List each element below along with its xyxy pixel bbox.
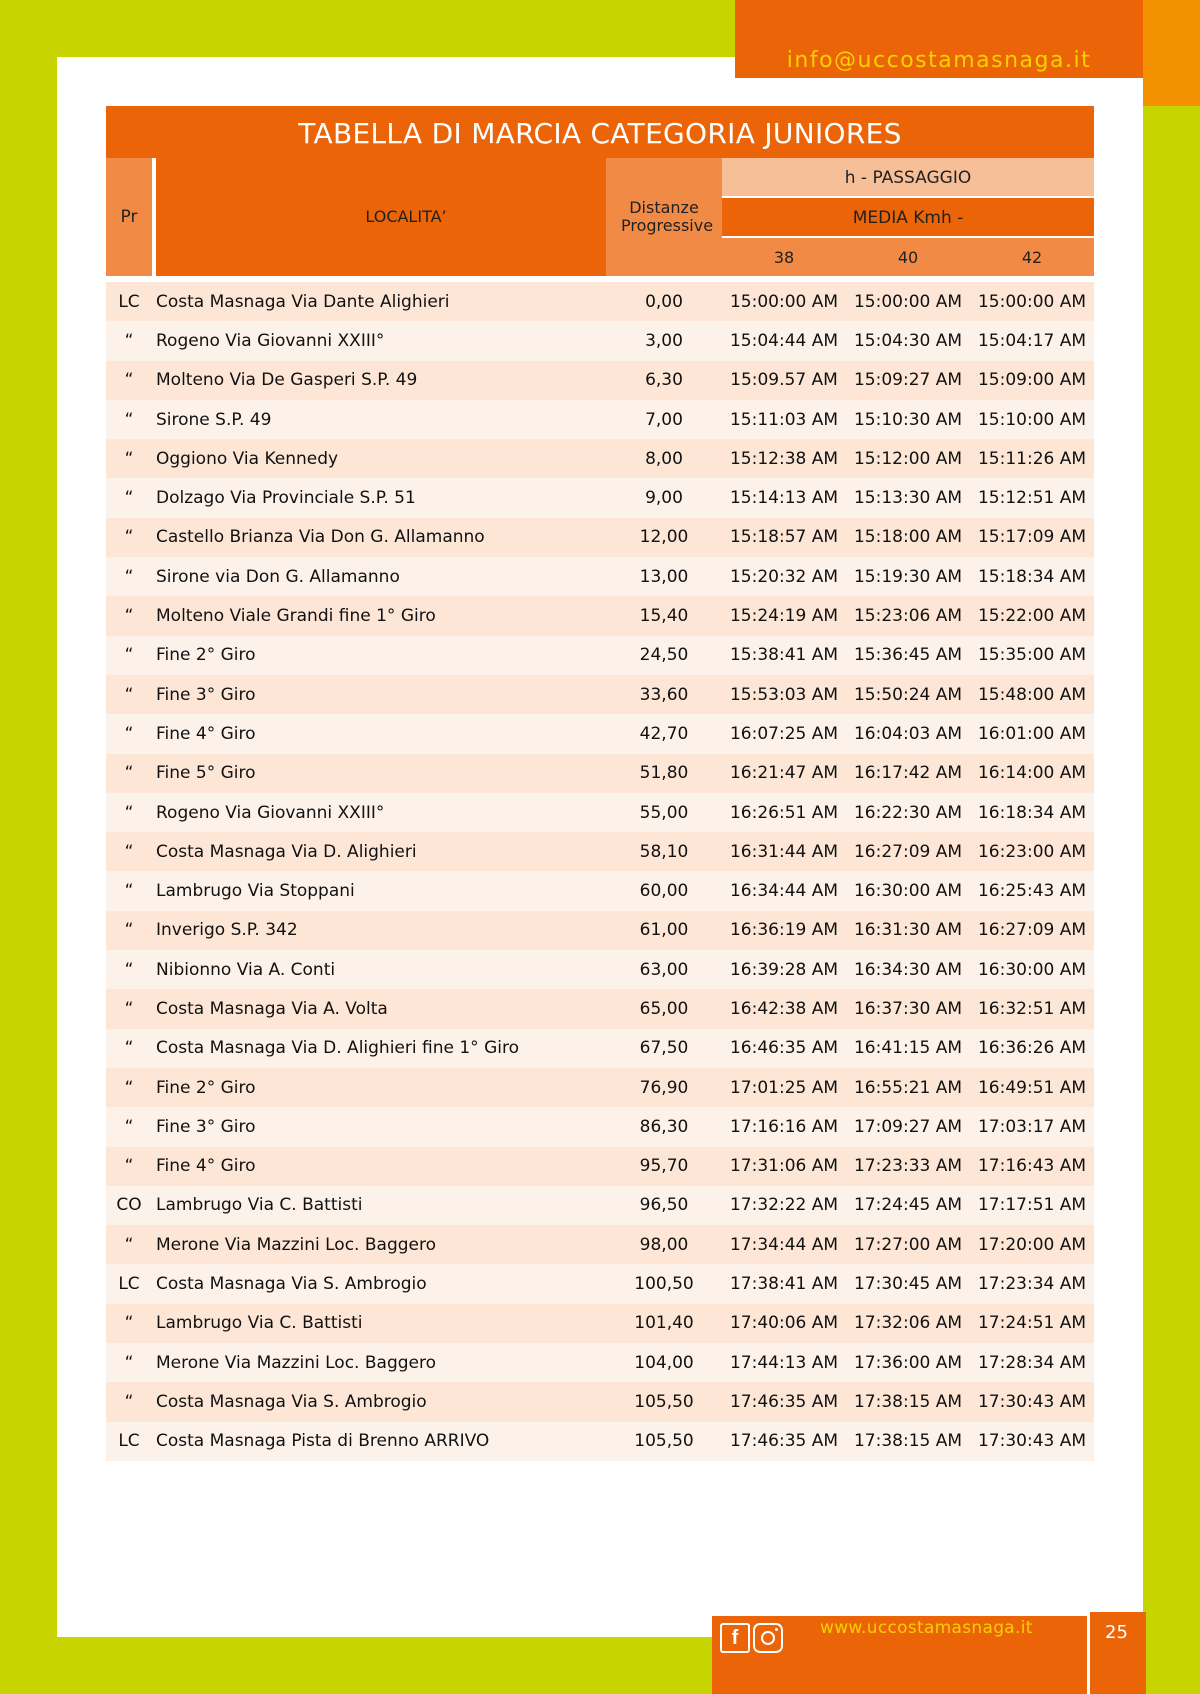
cell-distanza: 86,30 bbox=[639, 1116, 689, 1137]
cell-time-42: 17:20:00 AM bbox=[977, 1234, 1087, 1255]
cell-localita: Dolzago Via Provinciale S.P. 51 bbox=[156, 488, 416, 509]
cell-distanza: 24,50 bbox=[639, 645, 689, 666]
cell-time-40: 16:22:30 AM bbox=[853, 802, 963, 823]
cell-distanza: 95,70 bbox=[639, 1156, 689, 1177]
cell-time-42: 17:30:43 AM bbox=[977, 1431, 1087, 1452]
cell-time-42: 15:10:00 AM bbox=[977, 409, 1087, 430]
cell-time-40: 16:04:03 AM bbox=[853, 723, 963, 744]
cell-distanza: 8,00 bbox=[645, 448, 683, 469]
col-header-distanze-text: Distanze Progressive bbox=[621, 198, 714, 235]
cell-time-42: 17:24:51 AM bbox=[977, 1313, 1087, 1334]
cell-pr: “ bbox=[124, 841, 134, 862]
cell-time-40: 15:50:24 AM bbox=[853, 684, 963, 705]
cell-time-38: 17:44:13 AM bbox=[729, 1352, 839, 1373]
cell-localita: Nibionno Via A. Conti bbox=[156, 959, 336, 980]
cell-time-42: 16:01:00 AM bbox=[977, 723, 1087, 744]
table-body bbox=[106, 282, 1094, 1461]
cell-time-40: 15:36:45 AM bbox=[853, 645, 963, 666]
cell-localita: Costa Masnaga Via D. Alighieri bbox=[156, 841, 417, 862]
cell-time-38: 15:00:00 AM bbox=[729, 291, 839, 312]
cell-localita: Fine 2° Giro bbox=[156, 1077, 256, 1098]
header-accent bbox=[1143, 0, 1200, 106]
table-row bbox=[106, 1343, 1094, 1382]
cell-time-42: 17:03:17 AM bbox=[977, 1116, 1087, 1137]
cell-time-42: 15:09:00 AM bbox=[977, 370, 1087, 391]
cell-time-40: 17:23:33 AM bbox=[853, 1156, 963, 1177]
cell-pr: “ bbox=[124, 1234, 134, 1255]
cell-time-40: 15:00:00 AM bbox=[853, 291, 963, 312]
cell-localita: Costa Masnaga Via S. Ambrogio bbox=[156, 1391, 427, 1412]
cell-distanza: 51,80 bbox=[639, 763, 689, 784]
cell-time-40: 16:31:30 AM bbox=[853, 920, 963, 941]
table-row bbox=[106, 989, 1094, 1028]
cell-time-40: 17:30:45 AM bbox=[853, 1274, 963, 1295]
cell-time-38: 15:18:57 AM bbox=[729, 527, 839, 548]
cell-pr: “ bbox=[124, 763, 134, 784]
cell-pr: “ bbox=[124, 684, 134, 705]
cell-time-42: 17:17:51 AM bbox=[977, 1195, 1087, 1216]
cell-time-42: 16:23:00 AM bbox=[977, 841, 1087, 862]
table-row bbox=[106, 1225, 1094, 1264]
footer-website[interactable]: www.uccostamasnaga.it bbox=[820, 1618, 1033, 1638]
cell-time-38: 16:26:51 AM bbox=[729, 802, 839, 823]
col-header-media: MEDIA Kmh - bbox=[722, 198, 1094, 236]
schedule-table bbox=[106, 106, 1094, 1461]
cell-pr: “ bbox=[124, 1116, 134, 1137]
cell-time-40: 15:04:30 AM bbox=[853, 330, 963, 351]
table-row bbox=[106, 1107, 1094, 1146]
table-row bbox=[106, 557, 1094, 596]
cell-time-38: 15:53:03 AM bbox=[729, 684, 839, 705]
cell-time-42: 16:14:00 AM bbox=[977, 763, 1087, 784]
table-row bbox=[106, 950, 1094, 989]
cell-distanza: 0,00 bbox=[645, 291, 683, 312]
cell-distanza: 42,70 bbox=[639, 723, 689, 744]
cell-time-38: 16:46:35 AM bbox=[729, 1038, 839, 1059]
cell-time-40: 17:09:27 AM bbox=[853, 1116, 963, 1137]
cell-distanza: 7,00 bbox=[645, 409, 683, 430]
cell-distanza: 63,00 bbox=[639, 959, 689, 980]
cell-time-38: 15:09.57 AM bbox=[730, 370, 838, 391]
cell-distanza: 60,00 bbox=[639, 881, 689, 902]
cell-time-42: 15:04:17 AM bbox=[977, 330, 1087, 351]
table-row bbox=[106, 518, 1094, 557]
cell-time-40: 17:38:15 AM bbox=[853, 1431, 963, 1452]
speed-header-40: 40 bbox=[897, 248, 919, 267]
cell-distanza: 13,00 bbox=[639, 566, 689, 587]
cell-time-40: 15:23:06 AM bbox=[853, 606, 963, 627]
cell-distanza: 67,50 bbox=[639, 1038, 689, 1059]
cell-pr: “ bbox=[124, 998, 134, 1019]
cell-localita: Molteno Via De Gasperi S.P. 49 bbox=[156, 370, 418, 391]
table-row bbox=[106, 793, 1094, 832]
table-row bbox=[106, 1029, 1094, 1068]
cell-distanza: 12,00 bbox=[639, 527, 689, 548]
cell-pr: “ bbox=[124, 409, 134, 430]
cell-time-38: 15:24:19 AM bbox=[729, 606, 839, 627]
cell-time-40: 17:24:45 AM bbox=[853, 1195, 963, 1216]
cell-time-38: 15:20:32 AM bbox=[729, 566, 839, 587]
cell-time-40: 15:10:30 AM bbox=[853, 409, 963, 430]
cell-time-42: 15:35:00 AM bbox=[977, 645, 1087, 666]
cell-time-38: 15:04:44 AM bbox=[729, 330, 839, 351]
table-row bbox=[106, 361, 1094, 400]
cell-localita: Costa Masnaga Via D. Alighieri fine 1° Giro bbox=[156, 1038, 519, 1059]
cell-localita: Fine 5° Giro bbox=[156, 763, 256, 784]
cell-time-38: 15:14:13 AM bbox=[729, 488, 839, 509]
cell-time-38: 16:31:44 AM bbox=[729, 841, 839, 862]
cell-time-38: 15:12:38 AM bbox=[729, 448, 839, 469]
cell-time-42: 16:32:51 AM bbox=[977, 998, 1087, 1019]
col-header-distanze bbox=[606, 158, 722, 276]
table-header bbox=[106, 158, 1094, 276]
cell-distanza: 55,00 bbox=[639, 802, 689, 823]
cell-time-38: 16:21:47 AM bbox=[729, 763, 839, 784]
speed-header-42: 42 bbox=[1021, 248, 1043, 267]
cell-localita: Lambrugo Via C. Battisti bbox=[156, 1313, 363, 1334]
cell-pr: “ bbox=[124, 1077, 134, 1098]
cell-localita: Fine 3° Giro bbox=[156, 684, 256, 705]
table-row bbox=[106, 871, 1094, 910]
cell-pr: “ bbox=[124, 1313, 134, 1334]
table-row bbox=[106, 714, 1094, 753]
cell-time-40: 17:38:15 AM bbox=[853, 1391, 963, 1412]
cell-time-38: 17:32:22 AM bbox=[729, 1195, 839, 1216]
cell-distanza: 15,40 bbox=[639, 606, 689, 627]
header-email[interactable]: info@uccostamasnaga.it bbox=[786, 48, 1092, 73]
cell-time-40: 15:19:30 AM bbox=[853, 566, 963, 587]
cell-time-40: 15:12:00 AM bbox=[853, 448, 963, 469]
cell-pr: “ bbox=[124, 448, 134, 469]
cell-localita: Merone Via Mazzini Loc. Baggero bbox=[156, 1234, 437, 1255]
cell-localita: Costa Masnaga Via A. Volta bbox=[156, 998, 388, 1019]
cell-time-42: 15:11:26 AM bbox=[977, 448, 1087, 469]
cell-time-42: 17:23:34 AM bbox=[977, 1274, 1087, 1295]
cell-pr: LC bbox=[118, 1274, 140, 1295]
cell-pr: LC bbox=[118, 291, 140, 312]
cell-pr: “ bbox=[124, 920, 134, 941]
cell-distanza: 96,50 bbox=[639, 1195, 689, 1216]
cell-distanza: 9,00 bbox=[645, 488, 683, 509]
cell-distanza: 98,00 bbox=[639, 1234, 689, 1255]
cell-time-42: 16:18:34 AM bbox=[977, 802, 1087, 823]
cell-time-42: 15:17:09 AM bbox=[977, 527, 1087, 548]
cell-time-38: 15:11:03 AM bbox=[729, 409, 839, 430]
instagram-icon[interactable] bbox=[753, 1623, 783, 1653]
table-row bbox=[106, 1068, 1094, 1107]
cell-time-42: 15:00:00 AM bbox=[977, 291, 1087, 312]
cell-localita: Fine 2° Giro bbox=[156, 645, 256, 666]
table-row bbox=[106, 1186, 1094, 1225]
cell-pr: “ bbox=[124, 802, 134, 823]
table-row bbox=[106, 1382, 1094, 1421]
table-row bbox=[106, 1264, 1094, 1303]
cell-time-42: 15:48:00 AM bbox=[977, 684, 1087, 705]
speed-header-38: 38 bbox=[773, 248, 795, 267]
cell-time-38: 15:38:41 AM bbox=[729, 645, 839, 666]
cell-pr: “ bbox=[124, 959, 134, 980]
cell-time-40: 16:37:30 AM bbox=[853, 998, 963, 1019]
cell-distanza: 3,00 bbox=[645, 330, 683, 351]
cell-localita: Sirone S.P. 49 bbox=[156, 409, 272, 430]
cell-localita: Costa Masnaga Pista di Brenno ARRIVO bbox=[156, 1431, 490, 1452]
cell-pr: CO bbox=[116, 1195, 142, 1216]
cell-pr: “ bbox=[124, 645, 134, 666]
cell-time-38: 17:46:35 AM bbox=[729, 1431, 839, 1452]
cell-pr: “ bbox=[124, 1352, 134, 1373]
table-row bbox=[106, 1304, 1094, 1343]
cell-localita: Castello Brianza Via Don G. Allamanno bbox=[156, 527, 485, 548]
cell-pr: “ bbox=[124, 723, 134, 744]
table-row bbox=[106, 321, 1094, 360]
cell-localita: Sirone via Don G. Allamanno bbox=[156, 566, 400, 587]
cell-time-38: 17:01:25 AM bbox=[729, 1077, 839, 1098]
cell-time-40: 16:41:15 AM bbox=[853, 1038, 963, 1059]
cell-time-42: 16:36:26 AM bbox=[977, 1038, 1087, 1059]
cell-localita: Molteno Viale Grandi fine 1° Giro bbox=[156, 606, 436, 627]
cell-pr: “ bbox=[124, 370, 134, 391]
table-row bbox=[106, 754, 1094, 793]
cell-time-38: 16:07:25 AM bbox=[729, 723, 839, 744]
cell-localita: Fine 4° Giro bbox=[156, 1156, 256, 1177]
cell-time-40: 15:18:00 AM bbox=[853, 527, 963, 548]
table-row bbox=[106, 400, 1094, 439]
cell-pr: “ bbox=[124, 330, 134, 351]
cell-time-40: 17:32:06 AM bbox=[853, 1313, 963, 1334]
cell-pr: “ bbox=[124, 488, 134, 509]
col-header-localita: LOCALITA’ bbox=[156, 158, 656, 276]
table-row bbox=[106, 675, 1094, 714]
cell-time-42: 16:27:09 AM bbox=[977, 920, 1087, 941]
page-number: 25 bbox=[1105, 1622, 1128, 1643]
table-row bbox=[106, 596, 1094, 635]
cell-distanza: 105,50 bbox=[634, 1391, 694, 1412]
cell-time-40: 15:13:30 AM bbox=[853, 488, 963, 509]
cell-time-40: 16:17:42 AM bbox=[853, 763, 963, 784]
cell-time-40: 15:09:27 AM bbox=[853, 370, 963, 391]
cell-localita: Lambrugo Via C. Battisti bbox=[156, 1195, 363, 1216]
table-row bbox=[106, 1422, 1094, 1461]
social-icons bbox=[720, 1623, 783, 1653]
cell-distanza: 104,00 bbox=[634, 1352, 694, 1373]
cell-time-42: 16:49:51 AM bbox=[977, 1077, 1087, 1098]
cell-time-40: 16:34:30 AM bbox=[853, 959, 963, 980]
table-row bbox=[106, 1147, 1094, 1186]
cell-time-38: 17:31:06 AM bbox=[729, 1156, 839, 1177]
cell-distanza: 100,50 bbox=[634, 1274, 694, 1295]
table-row bbox=[106, 282, 1094, 321]
cell-localita: Fine 4° Giro bbox=[156, 723, 256, 744]
cell-distanza: 58,10 bbox=[639, 841, 689, 862]
cell-time-38: 16:39:28 AM bbox=[729, 959, 839, 980]
cell-time-40: 16:30:00 AM bbox=[853, 881, 963, 902]
cell-distanza: 33,60 bbox=[639, 684, 689, 705]
cell-time-42: 15:18:34 AM bbox=[977, 566, 1087, 587]
cell-time-42: 15:22:00 AM bbox=[977, 606, 1087, 627]
cell-time-38: 17:40:06 AM bbox=[729, 1313, 839, 1334]
cell-localita: Costa Masnaga Via S. Ambrogio bbox=[156, 1274, 427, 1295]
cell-time-42: 17:16:43 AM bbox=[977, 1156, 1087, 1177]
table-row bbox=[106, 832, 1094, 871]
cell-time-40: 16:55:21 AM bbox=[853, 1077, 963, 1098]
cell-pr: “ bbox=[124, 606, 134, 627]
cell-pr: “ bbox=[124, 1156, 134, 1177]
cell-localita: Fine 3° Giro bbox=[156, 1116, 256, 1137]
table-row bbox=[106, 911, 1094, 950]
cell-localita: Rogeno Via Giovanni XXIII° bbox=[156, 330, 385, 351]
cell-pr: “ bbox=[124, 566, 134, 587]
table-title: TABELLA DI MARCIA CATEGORIA JUNIORES bbox=[106, 106, 1094, 158]
cell-time-38: 17:38:41 AM bbox=[729, 1274, 839, 1295]
cell-time-42: 17:30:43 AM bbox=[977, 1391, 1087, 1412]
cell-distanza: 76,90 bbox=[639, 1077, 689, 1098]
cell-distanza: 6,30 bbox=[645, 370, 683, 391]
cell-localita: Costa Masnaga Via Dante Alighieri bbox=[156, 291, 450, 312]
cell-localita: Lambrugo Via Stoppani bbox=[156, 881, 355, 902]
table-row bbox=[106, 439, 1094, 478]
cell-time-38: 17:34:44 AM bbox=[729, 1234, 839, 1255]
cell-localita: Rogeno Via Giovanni XXIII° bbox=[156, 802, 385, 823]
cell-localita: Merone Via Mazzini Loc. Baggero bbox=[156, 1352, 437, 1373]
cell-time-38: 16:36:19 AM bbox=[729, 920, 839, 941]
cell-distanza: 105,50 bbox=[634, 1431, 694, 1452]
cell-pr: “ bbox=[124, 881, 134, 902]
cell-pr: “ bbox=[124, 1038, 134, 1059]
cell-time-42: 16:25:43 AM bbox=[977, 881, 1087, 902]
cell-time-38: 17:46:35 AM bbox=[729, 1391, 839, 1412]
cell-time-42: 17:28:34 AM bbox=[977, 1352, 1087, 1373]
cell-time-42: 16:30:00 AM bbox=[977, 959, 1087, 980]
cell-distanza: 65,00 bbox=[639, 998, 689, 1019]
facebook-icon[interactable]: f bbox=[720, 1623, 750, 1653]
cell-time-42: 15:12:51 AM bbox=[977, 488, 1087, 509]
cell-time-38: 16:42:38 AM bbox=[729, 998, 839, 1019]
cell-distanza: 61,00 bbox=[639, 920, 689, 941]
cell-distanza: 101,40 bbox=[634, 1313, 694, 1334]
cell-localita: Oggiono Via Kennedy bbox=[156, 448, 339, 469]
cell-time-38: 16:34:44 AM bbox=[729, 881, 839, 902]
cell-pr: “ bbox=[124, 527, 134, 548]
cell-localita: Inverigo S.P. 342 bbox=[156, 920, 298, 941]
cell-pr: “ bbox=[124, 1391, 134, 1412]
col-header-pr: Pr bbox=[106, 158, 152, 276]
col-header-passaggio: h - PASSAGGIO bbox=[722, 158, 1094, 196]
cell-time-40: 17:36:00 AM bbox=[853, 1352, 963, 1373]
cell-time-38: 17:16:16 AM bbox=[729, 1116, 839, 1137]
speed-headers bbox=[722, 238, 1094, 276]
cell-pr: LC bbox=[118, 1431, 140, 1452]
table-row bbox=[106, 478, 1094, 517]
cell-time-40: 17:27:00 AM bbox=[853, 1234, 963, 1255]
table-row bbox=[106, 636, 1094, 675]
cell-time-40: 16:27:09 AM bbox=[853, 841, 963, 862]
